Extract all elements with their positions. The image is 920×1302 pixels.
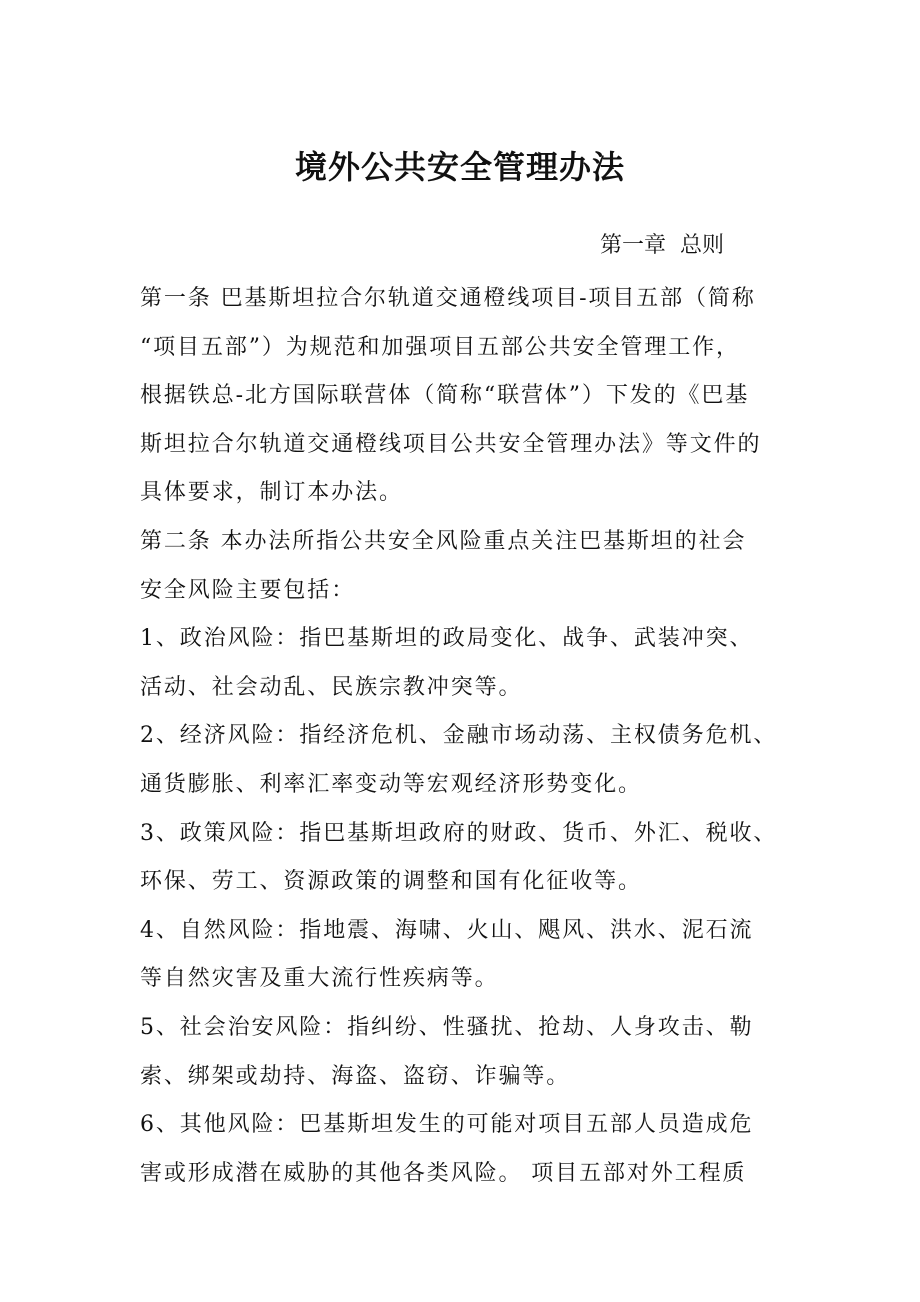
body-text-line: 害或形成潜在威胁的其他各类风险。 项目五部对外工程质 [140, 1160, 747, 1186]
body-text-line: “项目五部”）为规范和加强项目五部公共安全管理工作， [140, 334, 740, 360]
body-text-line: 6、其他风险：巴基斯坦发生的可能对项目五部人员造成危 [140, 1112, 754, 1138]
chapter-heading: 第一章 总则 [600, 233, 724, 258]
body-text-line: 等自然灾害及重大流行性疾病等。 [140, 966, 499, 992]
body-text-line: 5、社会治安风险：指纠纷、性骚扰、抢劫、人身攻击、勒 [140, 1014, 754, 1040]
document-title: 境外公共安全管理办法 [294, 148, 625, 186]
body-text-line: 1、政治风险：指巴基斯坦的政局变化、战争、武装冲突、 [140, 626, 754, 652]
body-text-line: 活动、社会动乱、民族宗教冲突等。 [140, 674, 523, 700]
body-text-line: 具体要求，制订本办法。 [140, 480, 403, 506]
document-body [140, 275, 820, 1198]
body-text-line: 根据铁总-北方国际联营体（简称“联营体”）下发的《巴基 [140, 383, 750, 409]
body-text-line: 环保、劳工、资源政策的调整和国有化征收等。 [140, 869, 642, 895]
body-text-line: 4、自然风险：指地震、海啸、火山、飓风、洪水、泥石流 [140, 917, 754, 943]
body-text-line: 安全风险主要包括： [140, 577, 356, 603]
body-text-line: 斯坦拉合尔轨道交通橙线项目公共安全管理办法》等文件的 [140, 431, 762, 457]
body-text-line: 2、经济风险：指经济危机、金融市场动荡、主权债务危机、 [140, 723, 778, 749]
body-text-line: 索、绑架或劫持、海盗、盗窃、诈骗等。 [140, 1063, 571, 1089]
body-text-line: 通货膨胀、利率汇率变动等宏观经济形势变化。 [140, 771, 642, 797]
body-text-line: 3、政策风险：指巴基斯坦政府的财政、货币、外汇、税收、 [140, 820, 778, 846]
body-text-line: 第一条 巴基斯坦拉合尔轨道交通橙线项目-项目五部（简称 [140, 286, 756, 311]
body-text-line: 第二条 本办法所指公共安全风险重点关注巴基斯坦的社会 [140, 528, 747, 554]
